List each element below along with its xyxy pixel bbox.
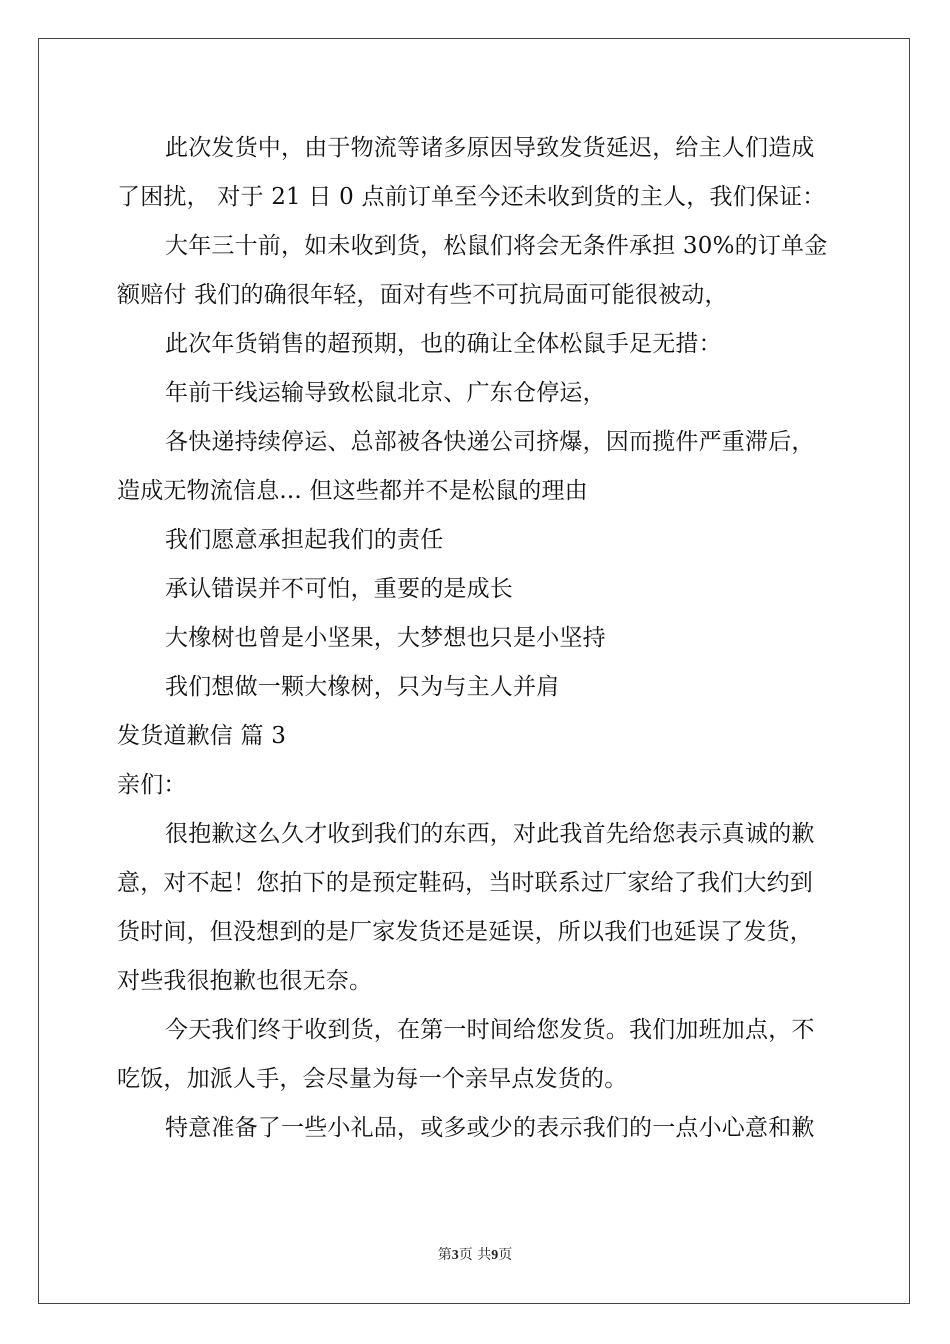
current-page-number: 3 (451, 1248, 459, 1263)
paragraph-line: 额赔付 我们的确很年轻，面对有些不可抗局面可能很被动， (117, 282, 728, 308)
paragraph-line: 承认错误并不可怕，重要的是成长 (165, 576, 513, 602)
paragraph-line: 此次年货销售的超预期，也的确让全体松鼠手足无措： (165, 331, 722, 357)
paragraph-line: 我们愿意承担起我们的责任 (165, 527, 444, 553)
paragraph-line: 对些我很抱歉也很无奈。 (117, 968, 373, 994)
paragraph-line: 我们想做一颗大橡树，只为与主人并肩 (165, 674, 560, 700)
paragraph-line: 造成无物流信息... 但这些都并不是松鼠的理由 (117, 478, 588, 504)
paragraph-line: 年前干线运输导致松鼠北京、广东仓停运， (165, 380, 606, 406)
paragraph-line: 很抱歉这么久才收到我们的东西，对此我首先给您表示真诚的歉 (165, 821, 815, 847)
paragraph-line: 大年三十前，如未收到货，松鼠们将会无条件承担 30%的订单金 (165, 233, 828, 259)
paragraph-line: 今天我们终于收到货，在第一时间给您发货。我们加班加点，不 (165, 1017, 815, 1043)
paragraph-line: 吃饭，加派人手，会尽量为每一个亲早点发货的。 (117, 1066, 628, 1092)
page-mid: 页 共 (458, 1247, 492, 1263)
page-prefix: 第 (437, 1247, 452, 1263)
page-footer (0, 1244, 950, 1264)
document-body (117, 124, 837, 1153)
salutation: 亲们： (117, 772, 187, 798)
section-heading: 发货道歉信 篇 3 (117, 723, 287, 749)
total-pages-number: 9 (491, 1248, 499, 1263)
page-suffix: 页 (498, 1247, 513, 1263)
paragraph-line: 了困扰， 对于 21 日 0 点前订单至今还未收到货的主人，我们保证： (117, 184, 826, 210)
paragraph-line: 意，对不起！您拍下的是预定鞋码，当时联系过厂家给了我们大约到 (117, 870, 813, 896)
paragraph-line: 大橡树也曾是小坚果，大梦想也只是小坚持 (165, 625, 606, 651)
paragraph-line: 货时间，但没想到的是厂家发货还是延误，所以我们也延误了发货， (117, 919, 813, 945)
paragraph-line: 特意准备了一些小礼品，或多或少的表示我们的一点小心意和歉 (165, 1115, 815, 1141)
paragraph-line: 此次发货中，由于物流等诸多原因导致发货延迟，给主人们造成 (165, 135, 815, 161)
paragraph-line: 各快递持续停运、总部被各快递公司挤爆，因而揽件严重滞后， (165, 429, 815, 455)
